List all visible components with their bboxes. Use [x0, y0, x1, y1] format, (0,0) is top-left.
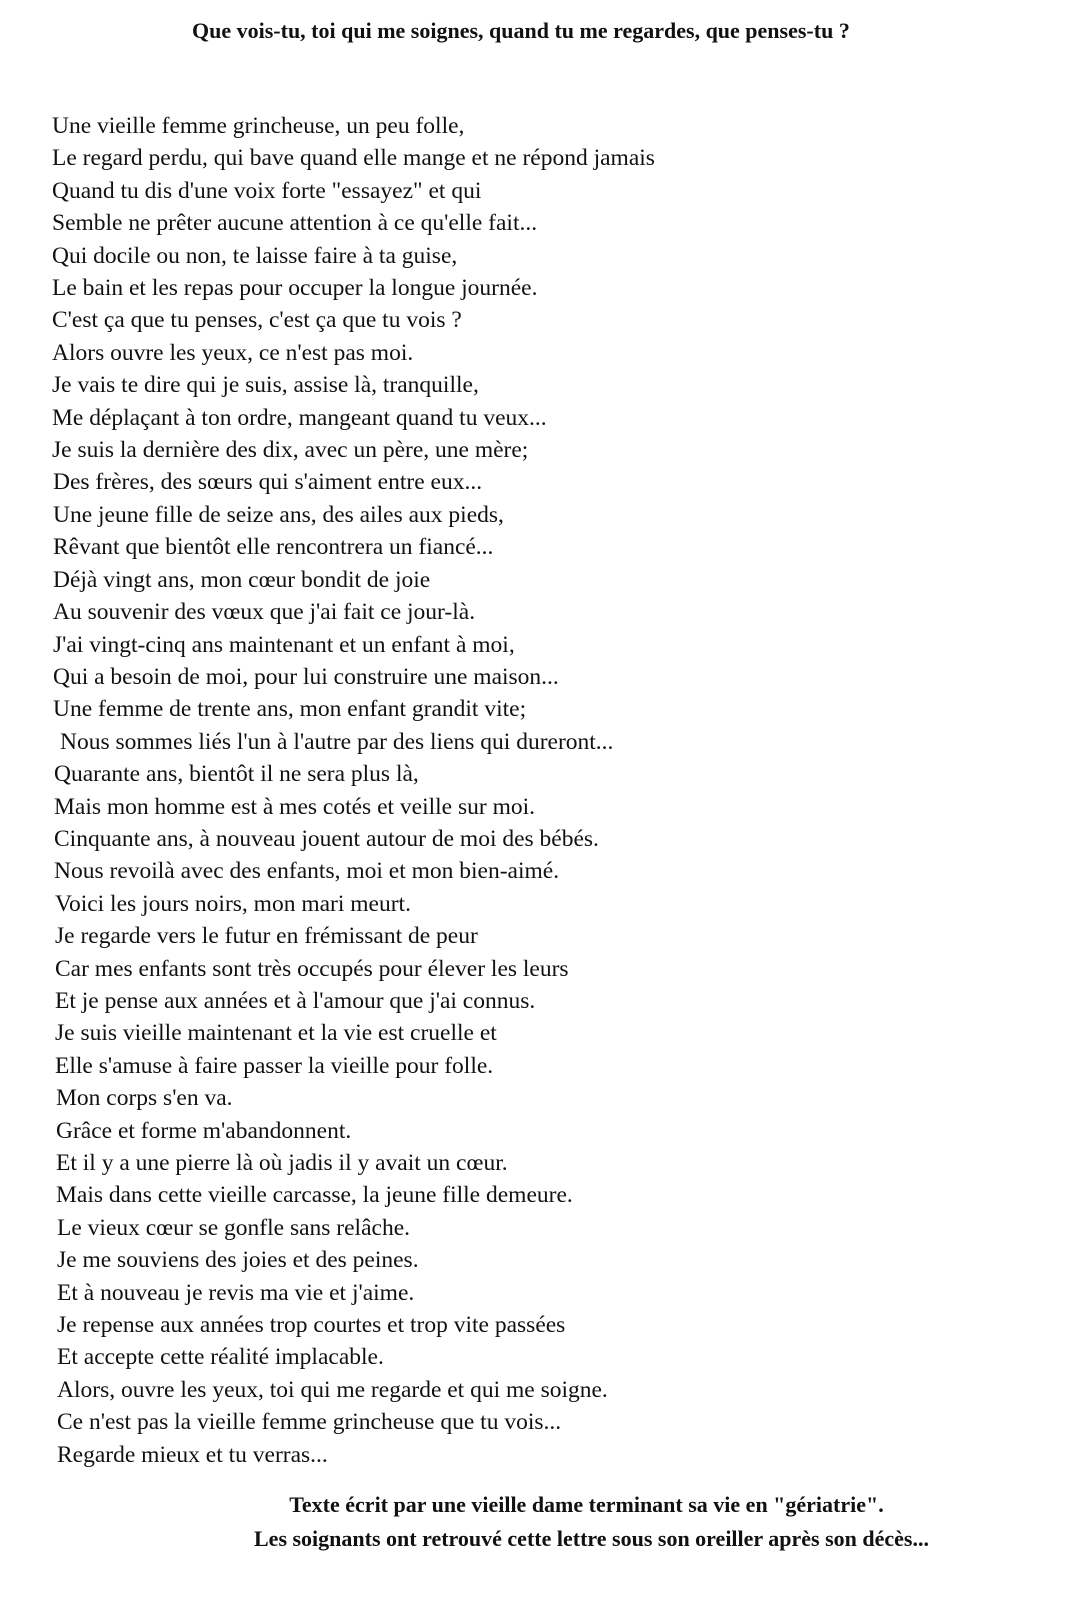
poem-line: Alors, ouvre les yeux, toi qui me regarde et qui me soigne.	[57, 1376, 608, 1403]
poem-line: Qui a besoin de moi, pour lui construire une maison...	[53, 663, 559, 690]
poem-line: Quand tu dis d'une voix forte "essayez" et qui	[52, 177, 482, 204]
poem-line: Grâce et forme m'abandonnent.	[56, 1117, 352, 1144]
poem-line: Une vieille femme grincheuse, un peu folle,	[52, 113, 465, 139]
poem-line: Me déplaçant à ton ordre, mangeant quand tu veux...	[52, 404, 547, 431]
poem-line: Je suis la dernière des dix, avec un père, une mère;	[52, 437, 529, 464]
poem-body	[52, 110, 1052, 1471]
poem-line: Elle s'amuse à faire passer la vieille pour folle.	[55, 1052, 494, 1079]
poem-line: Alors ouvre les yeux, ce n'est pas moi.	[52, 339, 414, 366]
poem-line: Mon corps s'en va.	[56, 1085, 233, 1112]
poem-line: Nous revoilà avec des enfants, moi et mon bien-aimé.	[54, 858, 560, 885]
poem-line: Et accepte cette réalité implacable.	[57, 1344, 384, 1371]
poem-line: Des frères, des sœurs qui s'aiment entre eux...	[53, 469, 483, 496]
poem-line: C'est ça que tu penses, c'est ça que tu vois ?	[52, 307, 462, 334]
poem-line: J'ai vingt-cinq ans maintenant et un enfant à moi,	[53, 631, 515, 658]
poem-line: Je me souviens des joies et des peines.	[57, 1247, 419, 1274]
poem-line: Mais dans cette vieille carcasse, la jeune fille demeure.	[56, 1182, 573, 1209]
footer-note	[0, 1488, 1083, 1556]
footer-line-2: Les soignants ont retrouvé cette lettre sous son oreiller après son décès...	[254, 1526, 929, 1551]
poem-line: Je suis vieille maintenant et la vie est cruelle et	[55, 1020, 497, 1047]
poem-line: Quarante ans, bientôt il ne sera plus là,	[54, 761, 419, 788]
poem-line: Au souvenir des vœux que j'ai fait ce jour-là.	[53, 599, 476, 626]
poem-line: Je repense aux années trop courtes et trop vite passées	[57, 1312, 566, 1339]
poem-line: Le regard perdu, qui bave quand elle mange et ne répond jamais	[52, 145, 655, 172]
poem-line: Voici les jours noirs, mon mari meurt.	[55, 890, 411, 917]
poem-line: Et je pense aux années et à l'amour que j'ai connus.	[55, 987, 536, 1014]
poem-line: Rêvant que bientôt elle rencontrera un fiancé...	[53, 534, 494, 561]
poem-line: Je regarde vers le futur en frémissant de peur	[55, 923, 478, 950]
poem-line: Le bain et les repas pour occuper la longue journée.	[52, 275, 538, 302]
poem-line: Et il y a une pierre là où jadis il y avait un cœur.	[56, 1150, 508, 1176]
poem-line: Une femme de trente ans, mon enfant grandit vite;	[53, 696, 527, 723]
poem-line: Et à nouveau je revis ma vie et j'aime.	[57, 1279, 415, 1306]
poem-line: Qui docile ou non, te laisse faire à ta guise,	[52, 242, 458, 269]
poem-line: Car mes enfants sont très occupés pour élever les leurs	[55, 955, 569, 982]
poem-line: Je vais te dire qui je suis, assise là, tranquille,	[52, 372, 479, 399]
poem-line: Une jeune fille de seize ans, des ailes aux pieds,	[53, 501, 504, 528]
poem-line: Regarde mieux et tu verras...	[57, 1441, 328, 1468]
poem-line: Le vieux cœur se gonfle sans relâche.	[57, 1214, 411, 1241]
poem-line: Ce n'est pas la vieille femme grincheuse que tu vois...	[57, 1409, 562, 1436]
poem-line: Nous sommes liés l'un à l'autre par des liens qui dureront...	[60, 728, 614, 755]
poem-line: Mais mon homme est à mes cotés et veille sur moi.	[54, 793, 536, 820]
poem-title: Que vois-tu, toi qui me soignes, quand tu me regardes, que penses-tu ?	[192, 18, 850, 43]
poem-line: Déjà vingt ans, mon cœur bondit de joie	[53, 566, 431, 593]
poem-line: Cinquante ans, à nouveau jouent autour de moi des bébés.	[54, 825, 599, 852]
poem-line: Semble ne prêter aucune attention à ce qu'elle fait...	[52, 210, 538, 237]
footer-line-1: Texte écrit par une vieille dame terminant sa vie en "gériatrie".	[289, 1492, 884, 1517]
